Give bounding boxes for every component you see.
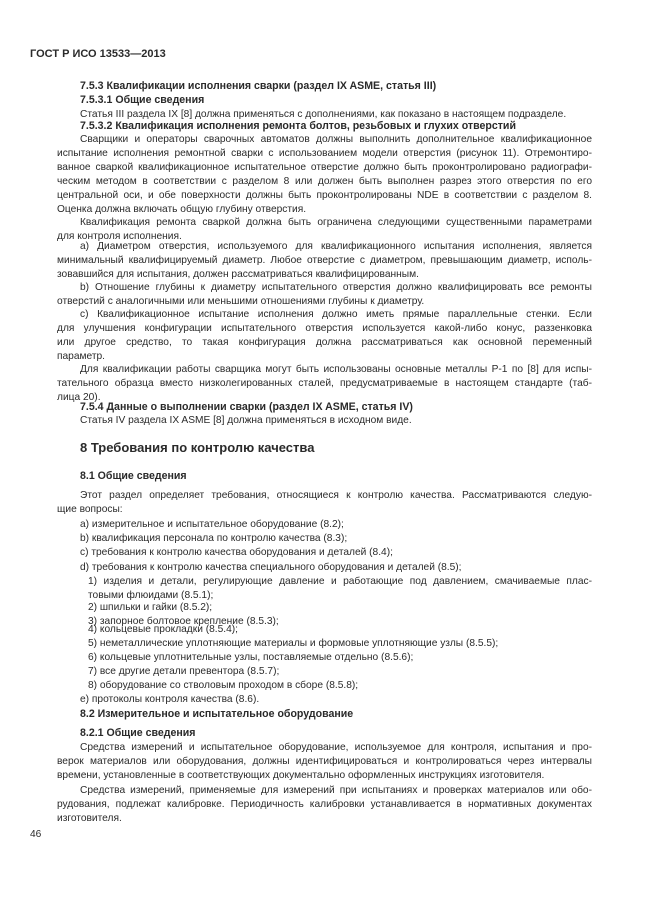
text-line: 1) изделия и детали, регулирующие давление и работающие под давлением, смачиваемые плас- [88, 576, 592, 587]
paragraph [57, 308, 592, 364]
sub-list-item [57, 665, 592, 679]
text-line: е) протоколы контроля качества (8.6). [80, 694, 260, 705]
text-line: Средства измерений, применяемые для измерений при испытаниях и проверках материалов или обо- [80, 785, 592, 796]
text-line: Сварщики и операторы сварочных автоматов должны выполнить дополнительное квалификационное [80, 134, 592, 145]
text-line: b) квалификация персонала по контролю качества (8.3); [80, 533, 348, 544]
text-line: а) Диаметром отверстия, используемого для квалификационного испытания исполнения, является [80, 241, 592, 252]
list-item [57, 561, 592, 575]
section-heading [57, 401, 592, 415]
text-line: изготовителя. [57, 812, 122, 824]
text-line: а) измерительное и испытательное оборудование (8.2); [80, 519, 344, 530]
text-line: Этот раздел определяет требования, относящиеся к контролю качества. Рассматриваются следую- [80, 490, 592, 501]
section-heading [57, 727, 592, 741]
text-line: b) Отношение глубины к диаметру испытательного отверстия должно квалифицировать все ремонты [80, 282, 592, 293]
text-line: ческим методом в соответствии с разделом 8 или должен быть выполнен разрез этого отверстия по его [57, 175, 592, 187]
section-heading [57, 120, 592, 134]
text-line: времени, установленные в соответствующих документально оформленных инструкциях изготовителя. [57, 769, 545, 781]
text-line: 8.2.1 Общие сведения [80, 727, 196, 739]
section-heading [57, 94, 592, 108]
text-line: товыми флюидами (8.5.1); [88, 589, 214, 601]
paragraph [57, 281, 592, 309]
document-header: ГОСТ Р ИСО 13533—2013 [30, 48, 166, 60]
text-line: 8) оборудование со стволовым проходом в сборе (8.5.8); [88, 680, 359, 691]
text-line: Квалификация ремонта сваркой должна быть ограничена следующими существенными параметрами [80, 217, 592, 228]
text-line: ванное сваркой квалификационное испытательное отверстие должно быть проконтролировано радиографи- [57, 161, 592, 173]
text-line: 6) кольцевые уплотнительные узлы, поставляемые отдельно (8.5.6); [88, 652, 414, 663]
text-line: 3) запорное болтовое крепление (8.5.3); [88, 616, 279, 627]
text-line: 7.5.3.1 Общие сведения [80, 94, 205, 106]
sub-list-item [57, 651, 592, 665]
text-line: c) Квалификационное испытание исполнения должно иметь прямые параллельные стенки. Если [80, 309, 592, 320]
text-line: Средства измерений и испытательное оборудование, используемое для контроля, испытания и про- [80, 742, 592, 753]
text-line: для улучшения конфигурации испытательного отверстия используется какой-либо конус, раззенковка [57, 322, 592, 334]
text-line: Статья IV раздела IX ASME [8] должна применяться в исходном виде. [80, 415, 412, 426]
text-line: 4) кольцевые прокладки (8.5.4); [88, 624, 238, 635]
list-item [57, 546, 592, 560]
text-line: минимальный квалифицируемый диаметр. Любое отверстие с диаметром, превышающим диаметр, исполь- [57, 254, 592, 266]
text-line: Для квалификации работы сварщика могут быть использованы основные металлы P-1 по [8] для испы- [80, 364, 592, 375]
text-line: 2) шпильки и гайки (8.5.2); [88, 602, 213, 613]
text-line: 7.5.3 Квалификации исполнения сварки (раздел IX ASME, статья III) [80, 80, 437, 92]
paragraph [57, 489, 592, 517]
text-line: или другое средство, то такая конфигурация должна рассматриваться как основной переменный [57, 336, 592, 348]
page-number: 46 [30, 829, 42, 840]
text-line: 8.1 Общие сведения [80, 470, 187, 482]
sub-list-item [57, 601, 592, 615]
text-line: центральной оси, и обе поверхности должны быть проконтролированы NDE в соответствии с разделом 8. [57, 189, 592, 201]
text-line: испытание исполнения ремонтной сварки с использованием модели отверстия (рисунок 11). Отремонтиро- [57, 147, 592, 159]
text-line: щие вопросы: [57, 503, 123, 515]
paragraph [57, 784, 592, 826]
sub-list-item [57, 575, 592, 603]
text-line: параметр. [57, 350, 106, 362]
section-heading [57, 80, 592, 94]
text-line: Оценка должна включать общую глубину отверстия. [57, 203, 307, 215]
text-line: Статья III раздела IX [8] должна применяться с дополнениями, как показано в настоящем подразделе. [80, 109, 567, 120]
text-line: c) требования к контролю качества оборудования и деталей (8.4); [80, 547, 393, 558]
text-line: для контроля исполнения. [57, 230, 182, 242]
text-line: 7.5.3.2 Квалификация исполнения ремонта болтов, резьбовых и глухих отверстий [80, 120, 516, 132]
paragraph [57, 741, 592, 783]
text-line: 5) неметаллические уплотняющие материалы и формовые уплотняющие узлы (8.5.5); [88, 638, 499, 649]
sub-list-item [57, 623, 592, 637]
text-line: лица 20). [57, 391, 101, 403]
text-line: 8.2 Измерительное и испытательное оборудование [80, 708, 354, 720]
text-line: 8 Требования по контролю качества [80, 440, 315, 455]
text-line: верок материалов или оборудования, должны идентифицироваться и контролироваться через интервалы [57, 755, 592, 767]
paragraph [57, 240, 592, 282]
paragraph [57, 363, 592, 405]
list-item [57, 532, 592, 546]
sub-list-item [57, 637, 592, 651]
text-line: зовавшийся для испытания, должен рассматриваться квалифицированным. [57, 268, 419, 280]
list-item [57, 518, 592, 532]
section-heading [57, 708, 592, 722]
paragraph [57, 414, 592, 428]
text-line: тательного образца вместо низколегированных сталей, предусматриваемые в настоящем стандарте (таб- [57, 377, 592, 389]
sub-list-item [57, 679, 592, 693]
text-line: d) требования к контролю качества специального оборудования и деталей (8.5); [80, 562, 462, 573]
text-line: 7) все другие детали превентора (8.5.7); [88, 666, 280, 677]
text-line: рудования, подлежат калибровке. Периодичность калибровки устанавливается в нормативных документах [57, 798, 592, 810]
list-item [57, 693, 592, 707]
text-line: 7.5.4 Данные о выполнении сварки (раздел IX ASME, статья IV) [80, 401, 413, 413]
chapter-heading [57, 441, 592, 455]
text-line: отверстий с аналогичными или меньшими отношениями глубины к диаметру. [57, 295, 425, 307]
section-heading [57, 470, 592, 484]
paragraph [57, 133, 592, 216]
